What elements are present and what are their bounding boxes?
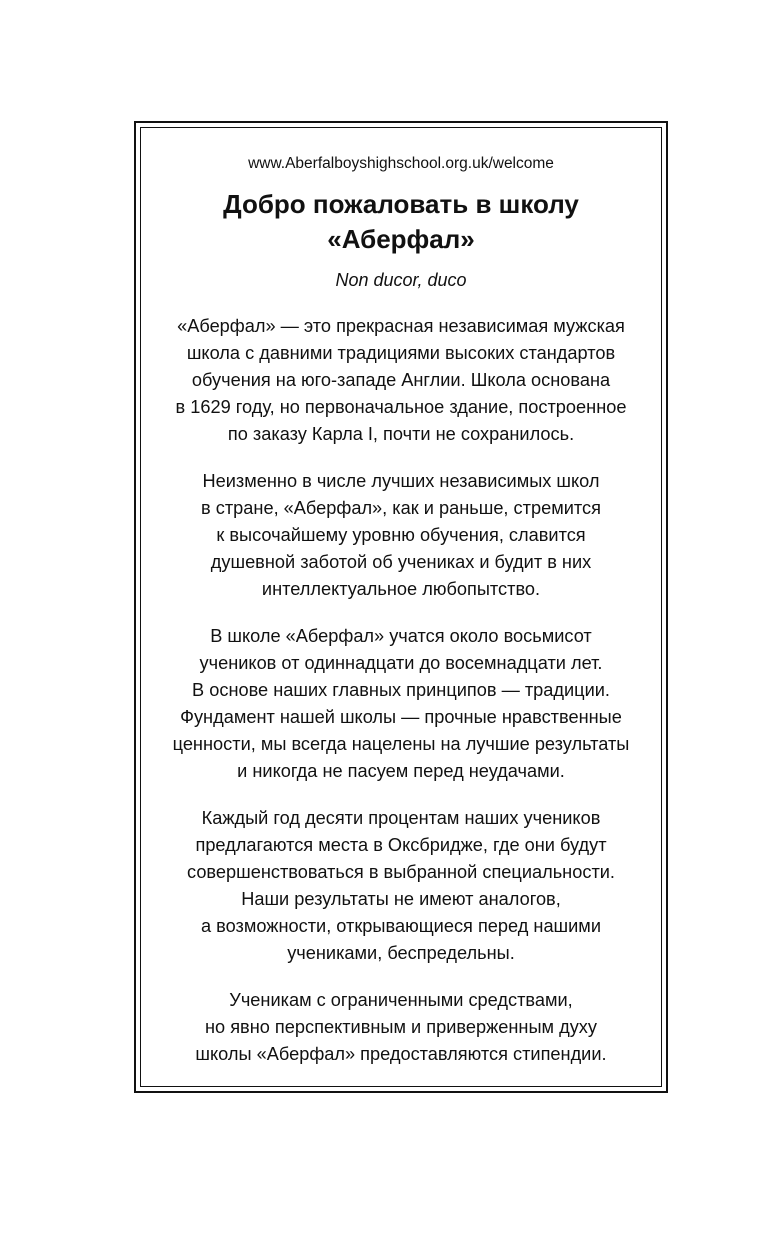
text-line: В основе наших главных принципов — традиции.: [192, 680, 610, 700]
text-line: но явно перспективным и приверженным духу: [205, 1017, 597, 1037]
text-line: в стране, «Аберфал», как и раньше, стремится: [201, 498, 601, 518]
school-url: www.Aberfalboyshighschool.org.uk/welcome: [248, 155, 554, 172]
text-line: предлагаются места в Оксбридже, где они будут: [195, 835, 607, 855]
text-line: школа с давними традициями высоких стандартов: [186, 343, 616, 363]
text-line: В школе «Аберфал» учатся около восьмисот: [210, 626, 592, 646]
welcome-card: [134, 121, 668, 1093]
text-line: по заказу Карла I, почти не сохранилось.: [227, 424, 575, 444]
text-line: Наши результаты не имеют аналогов,: [241, 889, 561, 909]
text-line: Неизменно в числе лучших независимых школ: [202, 471, 600, 491]
text-line: Ученикам с ограниченными средствами,: [229, 990, 573, 1010]
paragraph-reputation: [151, 468, 651, 603]
text-line: душевной заботой об учениках и будит в них: [210, 552, 592, 572]
title-line: Добро пожаловать в школу: [223, 189, 579, 219]
title-line: «Аберфал»: [327, 224, 475, 254]
paragraph-results: [151, 805, 651, 967]
text-line: учениками, беспредельны.: [287, 943, 515, 963]
text-line: совершенствоваться в выбранной специальности.: [187, 862, 615, 882]
text-line: а возможности, открывающиеся перед нашими: [201, 916, 601, 936]
text-line: ценности, мы всегда нацелены на лучшие результаты: [172, 734, 630, 754]
welcome-card-inner: [140, 127, 662, 1087]
paragraph-students: [151, 623, 651, 785]
school-motto: Non ducor, duco: [335, 270, 467, 290]
paragraph-scholarships: [151, 987, 651, 1068]
text-line: Каждый год десяти процентам наших учеников: [201, 808, 601, 828]
text-line: учеников от одиннадцати до восемнадцати лет.: [199, 653, 603, 673]
text-line: в 1629 году, но первоначальное здание, построенное: [175, 397, 627, 417]
text-line: и никогда не пасуем перед неудачами.: [237, 761, 565, 781]
text-line: обучения на юго-западе Англии. Школа основана: [191, 370, 611, 390]
text-line: «Аберфал» — это прекрасная независимая мужская: [177, 316, 625, 336]
text-line: Фундамент нашей школы — прочные нравственные: [180, 707, 622, 727]
text-line: школы «Аберфал» предоставляются стипендии.: [195, 1044, 607, 1064]
paragraph-history: [151, 313, 651, 448]
page-title: [151, 187, 651, 257]
text-line: к высочайшему уровню обучения, славится: [216, 525, 586, 545]
text-line: интеллектуальное любопытство.: [261, 579, 541, 599]
